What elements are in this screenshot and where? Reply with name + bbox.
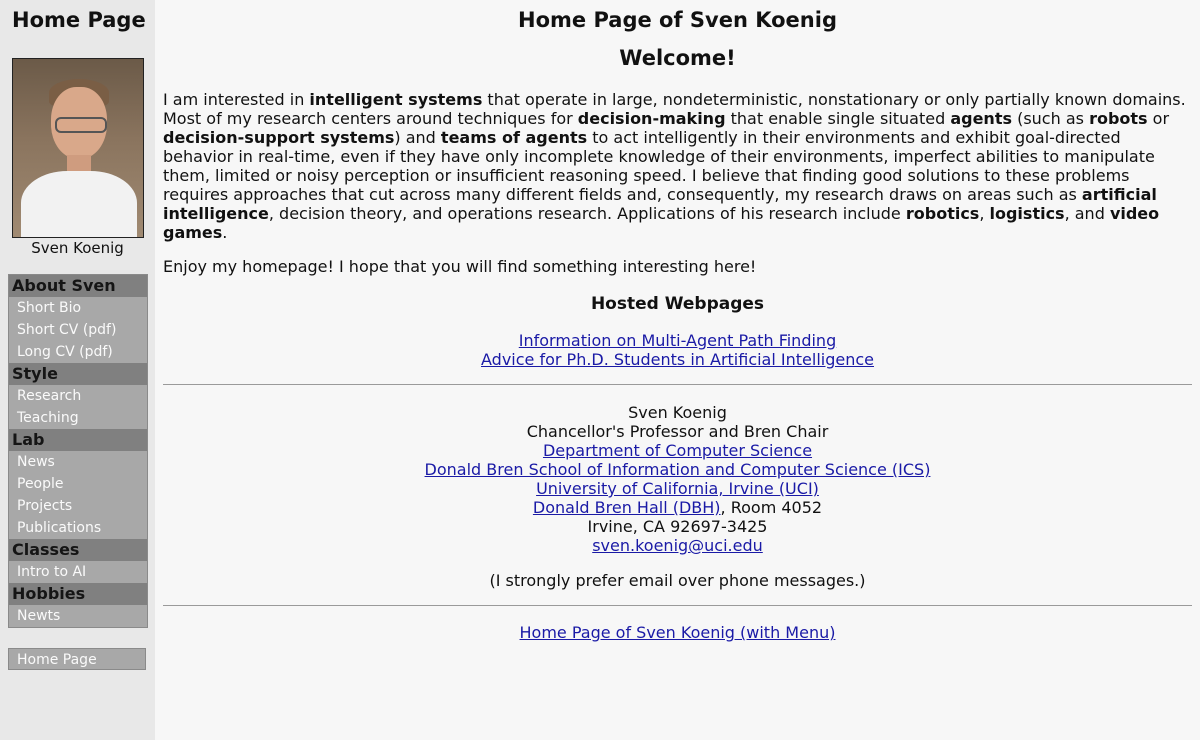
intro-text: , and — [1064, 204, 1110, 223]
intro-text: that operate in large, nondeterministic, nonstationary or only partially known domains. Most of my research centers around techniques for — [163, 90, 1186, 128]
intro-text: that enable single situated — [725, 109, 951, 128]
home-with-menu-link[interactable]: Home Page of Sven Koenig (with Menu) — [519, 623, 836, 642]
footer — [163, 623, 1192, 642]
email-link[interactable]: sven.koenig@uci.edu — [592, 536, 763, 555]
intro-paragraph — [163, 90, 1192, 242]
intro-text: (such as — [1012, 109, 1090, 128]
menu-item-projects[interactable]: Projects — [17, 498, 73, 514]
menu-item-news[interactable]: News — [17, 454, 55, 470]
intro-keyword: agents — [950, 109, 1012, 128]
intro-keyword: robots — [1089, 109, 1148, 128]
divider-1 — [163, 384, 1192, 385]
menu-item-long-cv[interactable]: Long CV (pdf) — [17, 344, 113, 360]
intro-text: ) and — [394, 128, 441, 147]
intro-text: or — [1147, 109, 1170, 128]
menu-item-newts[interactable]: Newts — [17, 608, 61, 624]
menu-item-research[interactable]: Research — [17, 388, 82, 404]
intro-keyword: decision-making — [577, 109, 726, 128]
school-link[interactable]: Donald Bren School of Information and Computer Science (ICS) — [424, 460, 931, 479]
contact-name: Sven Koenig — [628, 403, 727, 422]
intro-keyword: teams of agents — [440, 128, 588, 147]
intro-text: I am interested in — [163, 90, 310, 109]
menu-heading-style: Style — [9, 363, 147, 385]
contact-position: Chancellor's Professor and Bren Chair — [526, 422, 829, 441]
intro-keyword: artificial intelligence — [163, 185, 1157, 223]
menu-heading-lab: Lab — [9, 429, 147, 451]
page-title: Home Page of Sven Koenig — [518, 8, 837, 32]
intro-keyword: decision-support systems — [163, 128, 395, 147]
sidebar-title: Home Page — [12, 8, 146, 32]
room-text: , Room 4052 — [720, 498, 823, 517]
menu-item-intro-to-ai[interactable]: Intro to AI — [17, 564, 87, 580]
menu-heading-classes: Classes — [9, 539, 147, 561]
portrait-caption: Sven Koenig — [31, 239, 124, 257]
hosted-webpages-heading: Hosted Webpages — [590, 294, 765, 314]
intro-text: , — [979, 204, 990, 223]
university-link[interactable]: University of California, Irvine (UCI) — [536, 479, 819, 498]
intro-text: . — [222, 223, 228, 242]
welcome-heading: Welcome! — [619, 46, 736, 70]
intro-keyword: video games — [163, 204, 1160, 242]
menu-heading-hobbies: Hobbies — [9, 583, 147, 605]
intro-keyword: intelligent systems — [309, 90, 483, 109]
menu-item-short-cv[interactable]: Short CV (pdf) — [17, 322, 117, 338]
menu-heading-about: About Sven — [9, 275, 147, 297]
building-link[interactable]: Donald Bren Hall (DBH) — [532, 498, 721, 517]
mapf-info-link[interactable]: Information on Multi-Agent Path Finding — [518, 331, 837, 350]
intro-text: , decision theory, and operations research. Applications of his research include — [268, 204, 906, 223]
menu-item-short-bio[interactable]: Short Bio — [17, 300, 82, 316]
menu-item-people[interactable]: People — [17, 476, 64, 492]
menu-item-publications[interactable]: Publications — [17, 520, 102, 536]
intro-keyword: robotics — [905, 204, 980, 223]
intro-text: to act intelligently in their environments and exhibit goal-directed behavior in real-time, even if they have only incomplete knowledge of their environments, imperfect abilities to manipulate them, limited or noisy perception or insufficient reasoning speed. I believe that finding good solutions to these problems requires approaches that cut across many different fields and, consequently, my research draws on areas such as — [163, 128, 1155, 204]
intro-keyword: logistics — [989, 204, 1065, 223]
contact-block — [163, 403, 1192, 555]
department-link[interactable]: Department of Computer Science — [542, 441, 813, 460]
hosted-links — [163, 331, 1192, 369]
sidebar-home-link[interactable]: Home Page — [8, 648, 146, 670]
main-content — [163, 0, 1192, 642]
divider-2 — [163, 605, 1192, 606]
menu-item-teaching[interactable]: Teaching — [17, 410, 79, 426]
portrait-photo — [12, 58, 144, 238]
enjoy-paragraph: Enjoy my homepage! I hope that you will find something interesting here! — [163, 257, 757, 276]
sidebar — [0, 0, 155, 740]
phd-advice-link[interactable]: Advice for Ph.D. Students in Artificial Intelligence — [481, 350, 874, 369]
contact-preference: (I strongly prefer email over phone messages.) — [489, 571, 866, 590]
sidebar-menu — [8, 274, 148, 628]
contact-city: Irvine, CA 92697-3425 — [587, 517, 768, 536]
